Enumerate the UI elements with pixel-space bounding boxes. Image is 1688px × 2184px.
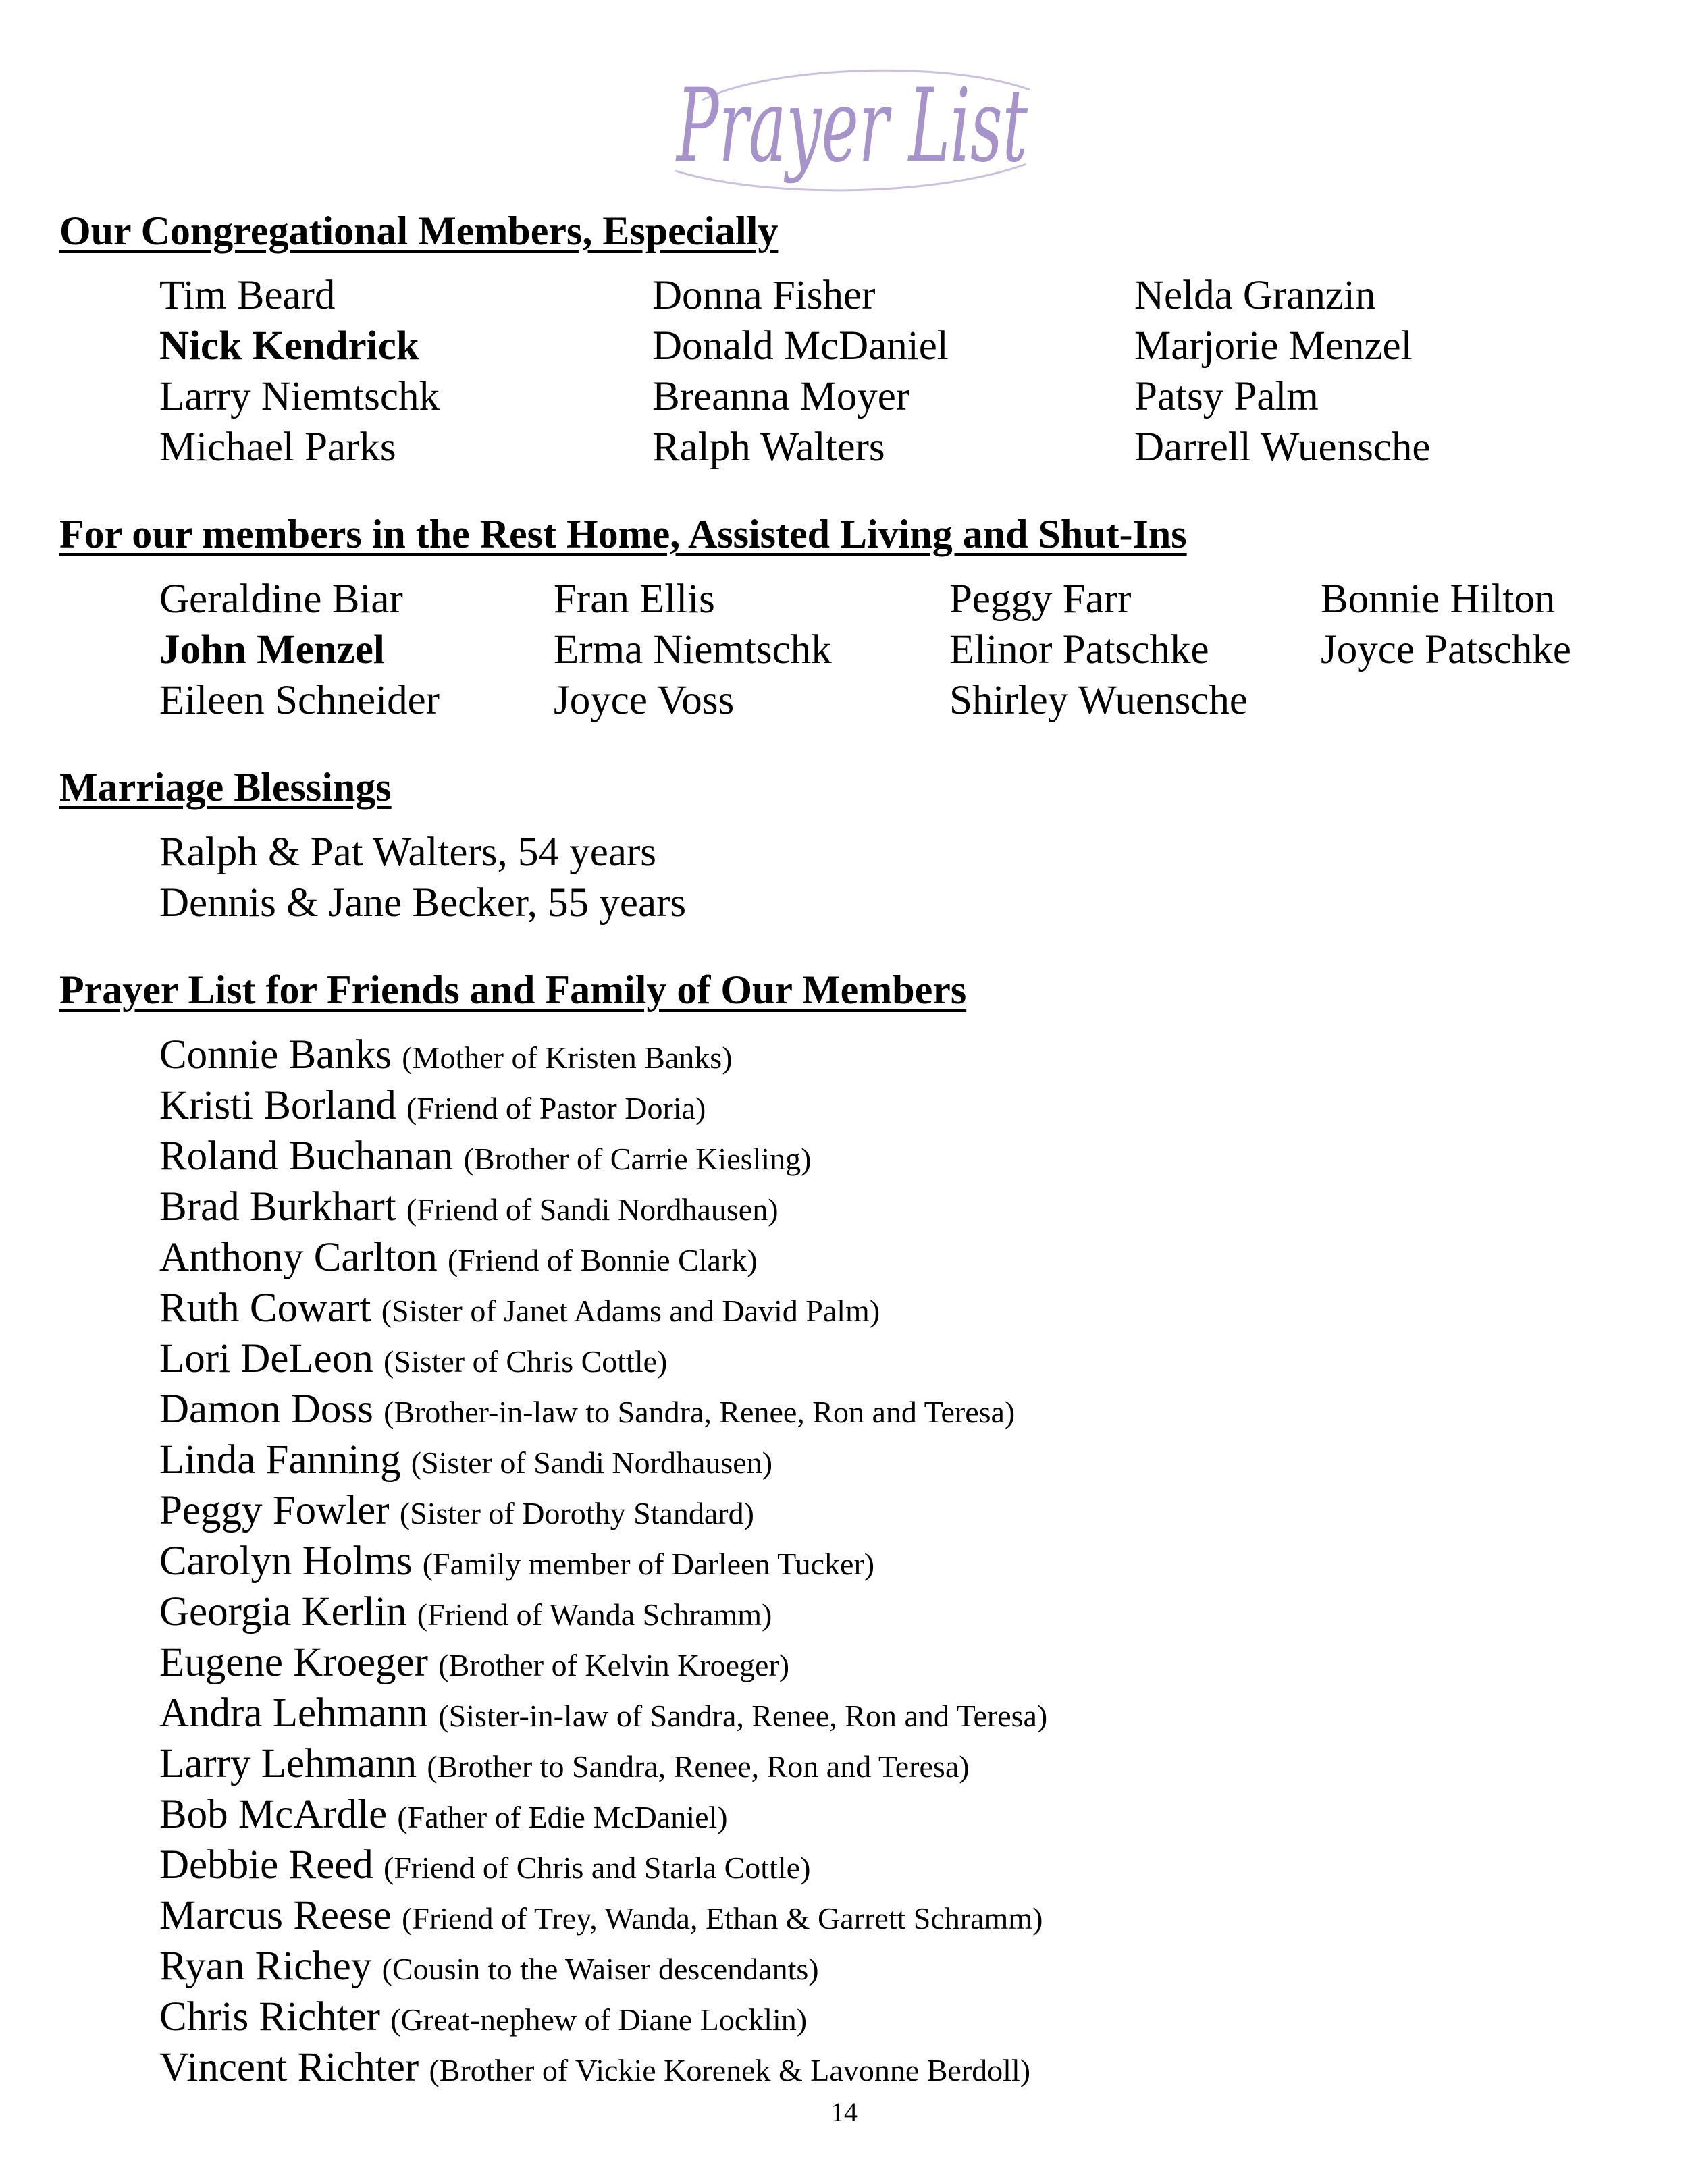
- friend-name: Brad Burkhart: [159, 1184, 396, 1229]
- friend-item: [159, 1789, 728, 1842]
- friend-relation: (Great-nephew of Diane Locklin): [390, 2002, 808, 2037]
- marriage-item: Ralph & Pat Walters, 54 years: [159, 830, 656, 875]
- friend-item: [159, 1485, 754, 1539]
- friend-name: Kristi Borland: [159, 1083, 396, 1128]
- friend-relation: (Brother to Sandra, Renee, Ron and Teresa): [427, 1749, 970, 1784]
- member-name: Donald McDaniel: [652, 323, 949, 369]
- friend-relation: (Mother of Kristen Banks): [402, 1040, 733, 1075]
- friend-item: [159, 1587, 772, 1640]
- friend-name: Bob McArdle: [159, 1792, 388, 1837]
- member-name: Marjorie Menzel: [1134, 323, 1413, 369]
- friend-item: [159, 1131, 811, 1184]
- friend-name: Damon Doss: [159, 1387, 373, 1432]
- friend-name: Carolyn Holms: [159, 1539, 413, 1584]
- friend-name: Debbie Reed: [159, 1842, 373, 1888]
- member-name: John Menzel: [159, 627, 385, 672]
- friend-relation: (Sister of Chris Cottle): [384, 1344, 668, 1379]
- member-name: Donna Fisher: [652, 273, 876, 318]
- friend-name: Andra Lehmann: [159, 1690, 429, 1736]
- friend-relation: (Sister of Dorothy Standard): [399, 1496, 754, 1530]
- member-name: Shirley Wuensche: [949, 678, 1248, 723]
- member-name: Nick Kendrick: [159, 323, 419, 369]
- marriage-item: Dennis & Jane Becker, 55 years: [159, 880, 687, 926]
- friend-item: [159, 1333, 667, 1387]
- friend-item: [159, 1435, 772, 1488]
- logo-text: Prayer List: [675, 68, 1028, 185]
- friend-relation: (Brother-in-law to Sandra, Renee, Ron and Teresa): [384, 1395, 1016, 1429]
- friend-relation: (Friend of Chris and Starla Cottle): [384, 1850, 811, 1885]
- friend-relation: (Sister of Janet Adams and David Palm): [381, 1294, 880, 1328]
- friend-relation: (Family member of Darleen Tucker): [422, 1547, 875, 1581]
- friend-relation: (Brother of Kelvin Kroeger): [438, 1648, 790, 1682]
- friend-item: [159, 1688, 1047, 1741]
- section-heading-congregation: Our Congregational Members, Especially: [59, 209, 779, 253]
- section-heading-marriage: Marriage Blessings: [59, 765, 392, 809]
- member-name: Erma Niemtschk: [554, 627, 832, 672]
- friend-name: Vincent Richter: [159, 2045, 419, 2090]
- member-name: Darrell Wuensche: [1134, 425, 1431, 470]
- friend-name: Roland Buchanan: [159, 1134, 454, 1179]
- member-name: Bonnie Hilton: [1321, 577, 1556, 622]
- section-heading-rest-home: For our members in the Rest Home, Assisted Living and Shut-Ins: [59, 512, 1187, 556]
- friend-relation: (Cousin to the Waiser descendants): [381, 1952, 819, 1986]
- member-name: Nelda Granzin: [1134, 273, 1376, 318]
- friend-relation: (Friend of Bonnie Clark): [447, 1243, 758, 1277]
- friend-name: Ryan Richey: [159, 1944, 372, 1989]
- friend-item: [159, 1890, 1043, 1944]
- member-name: Larry Niemtschk: [159, 374, 440, 419]
- friend-item: [159, 2042, 1030, 2096]
- member-name: Joyce Voss: [554, 678, 735, 723]
- friend-item: [159, 1030, 733, 1083]
- friend-name: Marcus Reese: [159, 1893, 392, 1938]
- friend-relation: (Friend of Pastor Doria): [406, 1091, 706, 1125]
- friend-item: [159, 1080, 706, 1134]
- friend-name: Anthony Carlton: [159, 1235, 438, 1280]
- member-name: Tim Beard: [159, 273, 336, 318]
- member-name: Ralph Walters: [652, 425, 885, 470]
- friend-relation: (Friend of Wanda Schramm): [417, 1597, 772, 1632]
- friend-name: Larry Lehmann: [159, 1741, 417, 1786]
- friend-name: Eugene Kroeger: [159, 1640, 428, 1685]
- page-number: 14: [830, 2097, 858, 2127]
- friend-relation: (Friend of Sandi Nordhausen): [406, 1192, 779, 1227]
- member-name: Geraldine Biar: [159, 577, 403, 622]
- member-name: Joyce Patschke: [1321, 627, 1571, 672]
- member-name: Fran Ellis: [554, 577, 715, 622]
- friend-name: Peggy Fowler: [159, 1488, 390, 1533]
- friend-name: Connie Banks: [159, 1032, 392, 1077]
- member-name: Breanna Moyer: [652, 374, 910, 419]
- friend-relation: (Friend of Trey, Wanda, Ethan & Garrett Schramm): [402, 1901, 1043, 1936]
- friend-item: [159, 1232, 758, 1285]
- prayer-list-logo: [662, 53, 1040, 208]
- friend-relation: (Father of Edie McDaniel): [397, 1800, 728, 1834]
- friend-name: Ruth Cowart: [159, 1285, 371, 1331]
- section-heading-friends-family: Prayer List for Friends and Family of Our Members: [59, 967, 967, 1012]
- friend-item: [159, 1840, 810, 1893]
- friend-relation: (Brother of Vickie Korenek & Lavonne Berdoll): [429, 2053, 1031, 2087]
- friend-item: [159, 1181, 779, 1235]
- friend-item: [159, 1536, 874, 1589]
- friend-relation: (Sister of Sandi Nordhausen): [411, 1445, 773, 1480]
- friend-item: [159, 1941, 819, 1994]
- friend-item: [159, 1637, 789, 1690]
- member-name: Elinor Patschke: [949, 627, 1209, 672]
- friend-name: Chris Richter: [159, 1994, 380, 2040]
- friend-item: [159, 1992, 807, 2045]
- friend-item: [159, 1738, 970, 1792]
- friend-item: [159, 1283, 880, 1336]
- friend-relation: (Sister-in-law of Sandra, Renee, Ron and Teresa): [438, 1699, 1048, 1733]
- member-name: Eileen Schneider: [159, 678, 440, 723]
- friend-relation: (Brother of Carrie Kiesling): [463, 1142, 812, 1176]
- friend-name: Lori DeLeon: [159, 1336, 373, 1381]
- friend-name: Georgia Kerlin: [159, 1589, 407, 1634]
- friend-item: [159, 1384, 1015, 1437]
- friend-name: Linda Fanning: [159, 1437, 401, 1483]
- member-name: Patsy Palm: [1134, 374, 1319, 419]
- member-name: Peggy Farr: [949, 577, 1132, 622]
- member-name: Michael Parks: [159, 425, 396, 470]
